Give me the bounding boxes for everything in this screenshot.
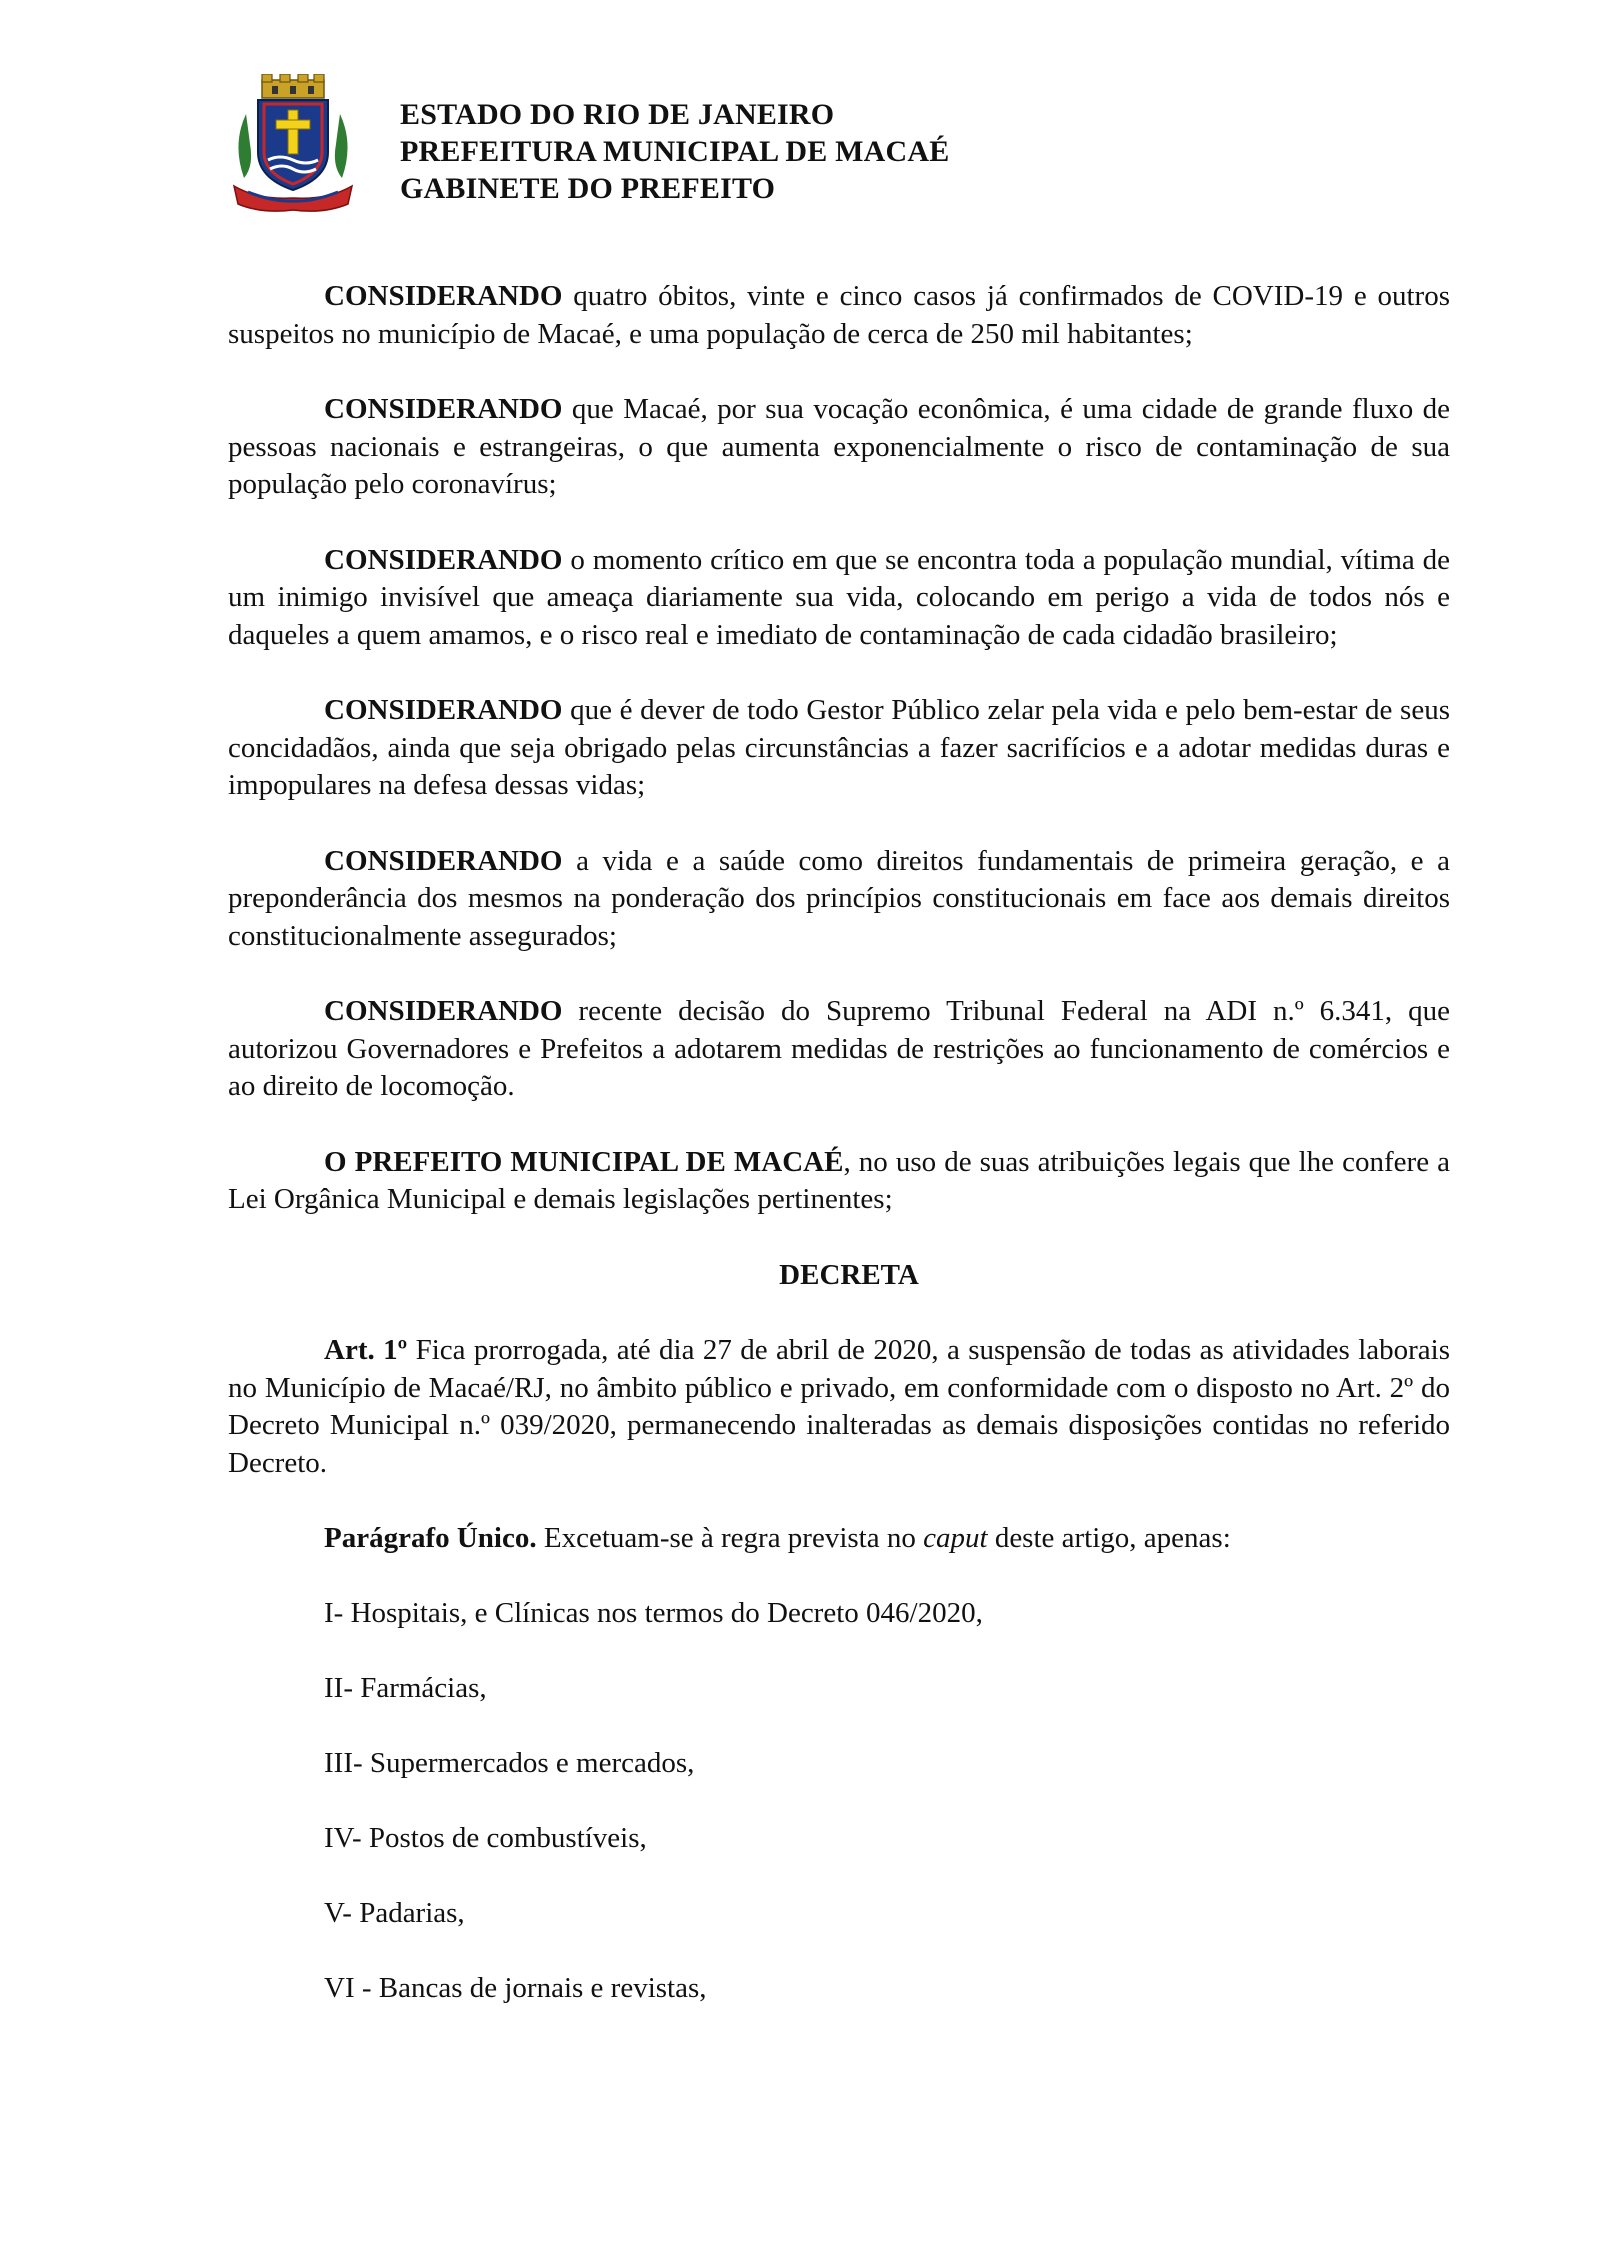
- prefeito-paragraph: [228, 1144, 1450, 1219]
- article-1-lead: Art. 1º: [324, 1334, 408, 1366]
- considerando-lead: CONSIDERANDO: [324, 543, 563, 576]
- exception-item: I- Hospitais, e Clínicas nos termos do Decreto 046/2020,: [324, 1597, 983, 1629]
- considerando-lead: CONSIDERANDO: [324, 694, 563, 726]
- considerando-lead: CONSIDERANDO: [324, 280, 563, 312]
- considerando-paragraph: [228, 391, 1450, 504]
- header-state: ESTADO DO RIO DE JANEIRO: [400, 98, 835, 131]
- considerando-lead: CONSIDERANDO: [324, 995, 563, 1027]
- paragrafo-unico: [324, 1520, 1450, 1558]
- exception-item: III- Supermercados e mercados,: [324, 1747, 695, 1779]
- exception-item: IV- Postos de combustíveis,: [324, 1822, 647, 1854]
- paragrafo-text-before: Excetuam-se à regra prevista no: [536, 1522, 924, 1554]
- decree-body: [228, 278, 1450, 2045]
- paragrafo-text-after: deste artigo, apenas:: [987, 1522, 1231, 1554]
- considerando-paragraph: [228, 843, 1450, 956]
- paragrafo-unico-lead: Parágrafo Único.: [324, 1522, 537, 1554]
- considerando-lead: CONSIDERANDO: [324, 393, 563, 425]
- letterhead-title: [400, 96, 949, 207]
- considerando-paragraph: [228, 993, 1450, 1106]
- header-prefeitura: PREFEITURA MUNICIPAL DE MACAÉ: [400, 135, 950, 168]
- article-1-paragraph: [228, 1332, 1450, 1482]
- considerando-lead: CONSIDERANDO: [324, 844, 563, 877]
- considerando-paragraph: [228, 692, 1450, 805]
- coat-of-arms-icon: [228, 74, 358, 214]
- prefeito-lead: O PREFEITO MUNICIPAL DE MACAÉ: [324, 1145, 844, 1178]
- letterhead: [228, 74, 949, 214]
- considerando-text: que Macaé, por sua vocação econômica, é uma cidade de grande fluxo de pessoas nacionais e estrangeiras, o que aumenta exponencialmente o risco de contaminação de sua população pelo coronavírus;: [228, 393, 1450, 500]
- decreta-heading: DECRETA: [779, 1258, 919, 1291]
- prefeito-text: , no uso de suas atribuições legais que lhe confere a Lei Orgânica Municipal e demais legislações pertinentes;: [228, 1145, 1451, 1215]
- article-1-text: Fica prorrogada, até dia 27 de abril de 2020, a suspensão de todas as atividades laborais no Município de Macaé/RJ, no âmbito público e privado, em conformidade com o disposto no Art. 2º do Decreto Municipal n.º 039/2020, permanecendo inalteradas as demais disposições contidas no referido Decreto.: [228, 1334, 1450, 1479]
- exception-item: V- Padarias,: [324, 1897, 465, 1929]
- paragrafo-caput: caput: [923, 1522, 988, 1554]
- considerando-text: que é dever de todo Gestor Público zelar pela vida e pelo bem-estar de seus concidadãos, ainda que seja obrigado pelas circunstâncias a fazer sacrifícios e a adotar medidas duras e impopulares na defesa dessas vidas;: [228, 694, 1450, 801]
- considerando-paragraph: [228, 278, 1450, 353]
- header-gabinete: GABINETE DO PREFEITO: [400, 172, 776, 205]
- exception-item: VI - Bancas de jornais e revistas,: [324, 1972, 707, 2004]
- considerando-text: quatro óbitos, vinte e cinco casos já confirmados de COVID-19 e outros suspeitos no município de Macaé, e uma população de cerca de 250 mil habitantes;: [228, 280, 1450, 350]
- considerando-text: recente decisão do Supremo Tribunal Federal na ADI n.º 6.341, que autorizou Governadores e Prefeitos a adotarem medidas de restrições ao funcionamento de comércios e ao direito de locomoção.: [228, 995, 1450, 1102]
- considerando-paragraph: [228, 542, 1450, 655]
- considerando-text: a vida e a saúde como direitos fundamentais de primeira geração, e a preponderância dos mesmos na ponderação dos princípios constitucionais em face aos demais direitos constitucionalmente assegurados;: [228, 844, 1450, 952]
- exception-item: II- Farmácias,: [324, 1672, 487, 1704]
- considerando-text: o momento crítico em que se encontra toda a população mundial, vítima de um inimigo invisível que ameaça diariamente sua vida, colocando em perigo a vida de todos nós e daqueles a quem amamos, e o risco real e imediato de contaminação de cada cidadão brasileiro;: [228, 543, 1450, 651]
